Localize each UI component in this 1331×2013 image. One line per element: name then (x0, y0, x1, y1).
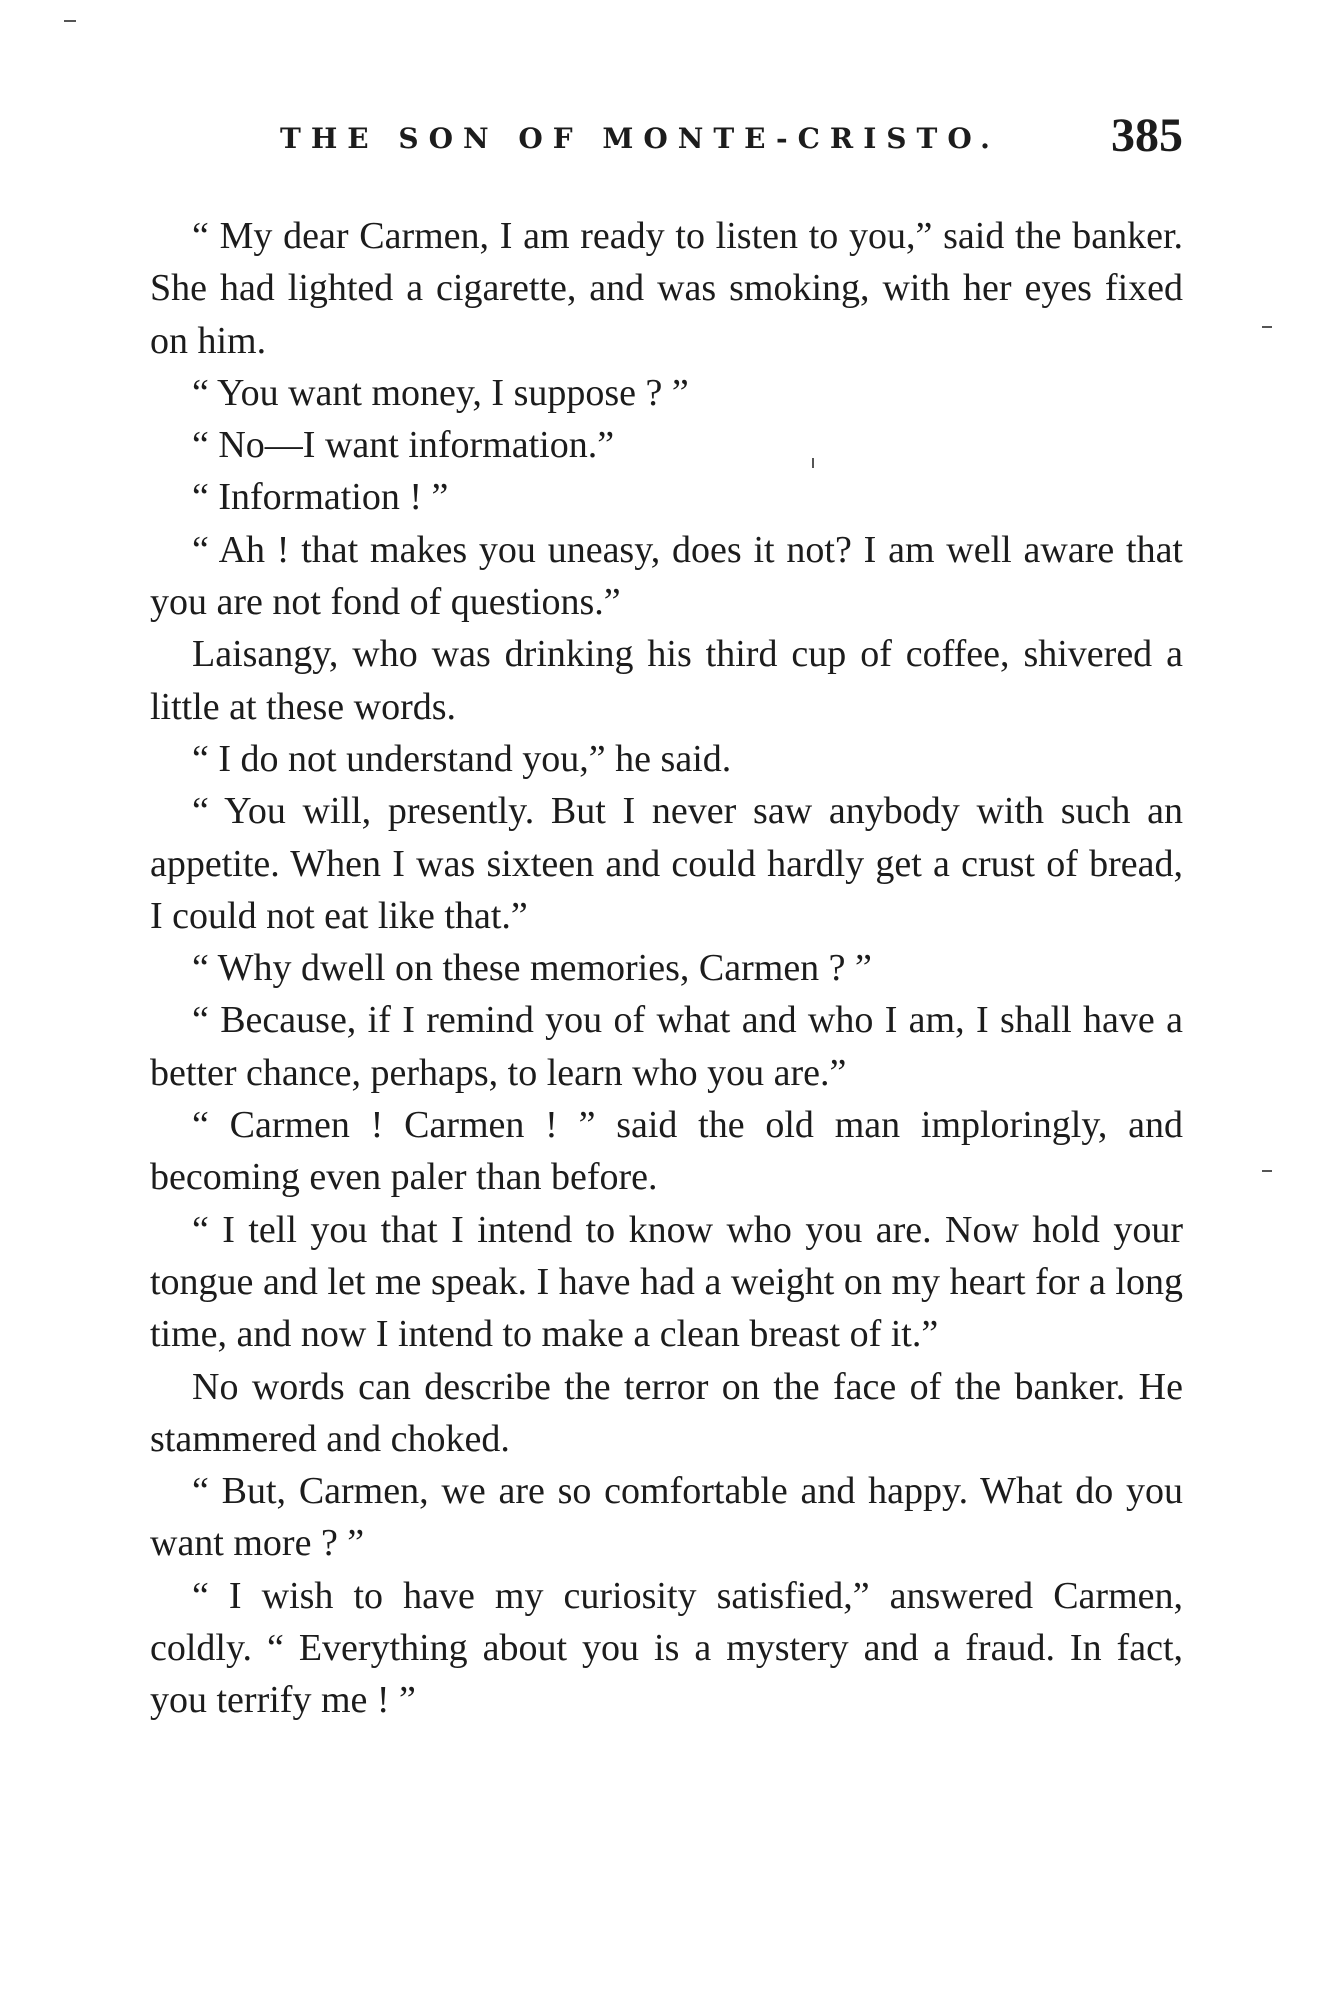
paragraph: “ You want money, I suppose ? ” (192, 371, 689, 414)
page-header (150, 108, 1183, 168)
paragraph: “ Ah ! that makes you uneasy, does it not? I am well aware that you are not fond of questions.” (150, 528, 1183, 624)
ink-speck (64, 20, 76, 22)
paragraph: “ Information ! ” (192, 476, 449, 519)
paragraph: “ I do not understand you,” he said. (192, 737, 732, 780)
paragraph: “ Why dwell on these memories, Carmen ? ” (192, 947, 872, 990)
running-title: THE SON OF MONTE-CRISTO. (280, 122, 1000, 155)
paragraph: “ But, Carmen, we are so comfortable and happy. What do you want more ? ” (150, 1470, 1183, 1565)
paragraph: No words can describe the terror on the face of the banker. He stammered and choked. (150, 1365, 1183, 1460)
paragraph: “ I tell you that I intend to know who you are. Now hold your tongue and let me speak. I have had a weight on my heart for a long time, and now I intend to make a clean breast of it.” (150, 1208, 1183, 1356)
paragraph: “ I wish to have my curiosity satisfied,” answered Carmen, coldly. “ Everything about you is a mystery and a fraud. In fact, you terrify me ! ” (150, 1574, 1183, 1722)
paragraph: “ My dear Carmen, I am ready to listen to you,” said the banker. She had lighted a cigarette, and was smoking, with her eyes fixed on him. (150, 215, 1183, 362)
page-number: 385 (1111, 109, 1183, 162)
paragraph: “ Carmen ! Carmen ! ” said the old man imploringly, and becoming even paler than before. (150, 1104, 1183, 1199)
ink-speck (1262, 326, 1272, 328)
ink-speck (1262, 1170, 1272, 1172)
paragraph: “ Because, if I remind you of what and who I am, I shall have a better chance, perhaps, to learn who you are.” (150, 999, 1183, 1094)
paragraph: “ No—I want information.” (192, 424, 615, 467)
paragraph: Laisangy, who was drinking his third cup of coffee, shivered a little at these words. (150, 633, 1183, 728)
paragraph: “ You will, presently. But I never saw anybody with such an appetite. When I was sixteen and could hardly get a crust of bread, I could not eat like that.” (150, 790, 1183, 937)
page-body (150, 210, 1183, 1727)
